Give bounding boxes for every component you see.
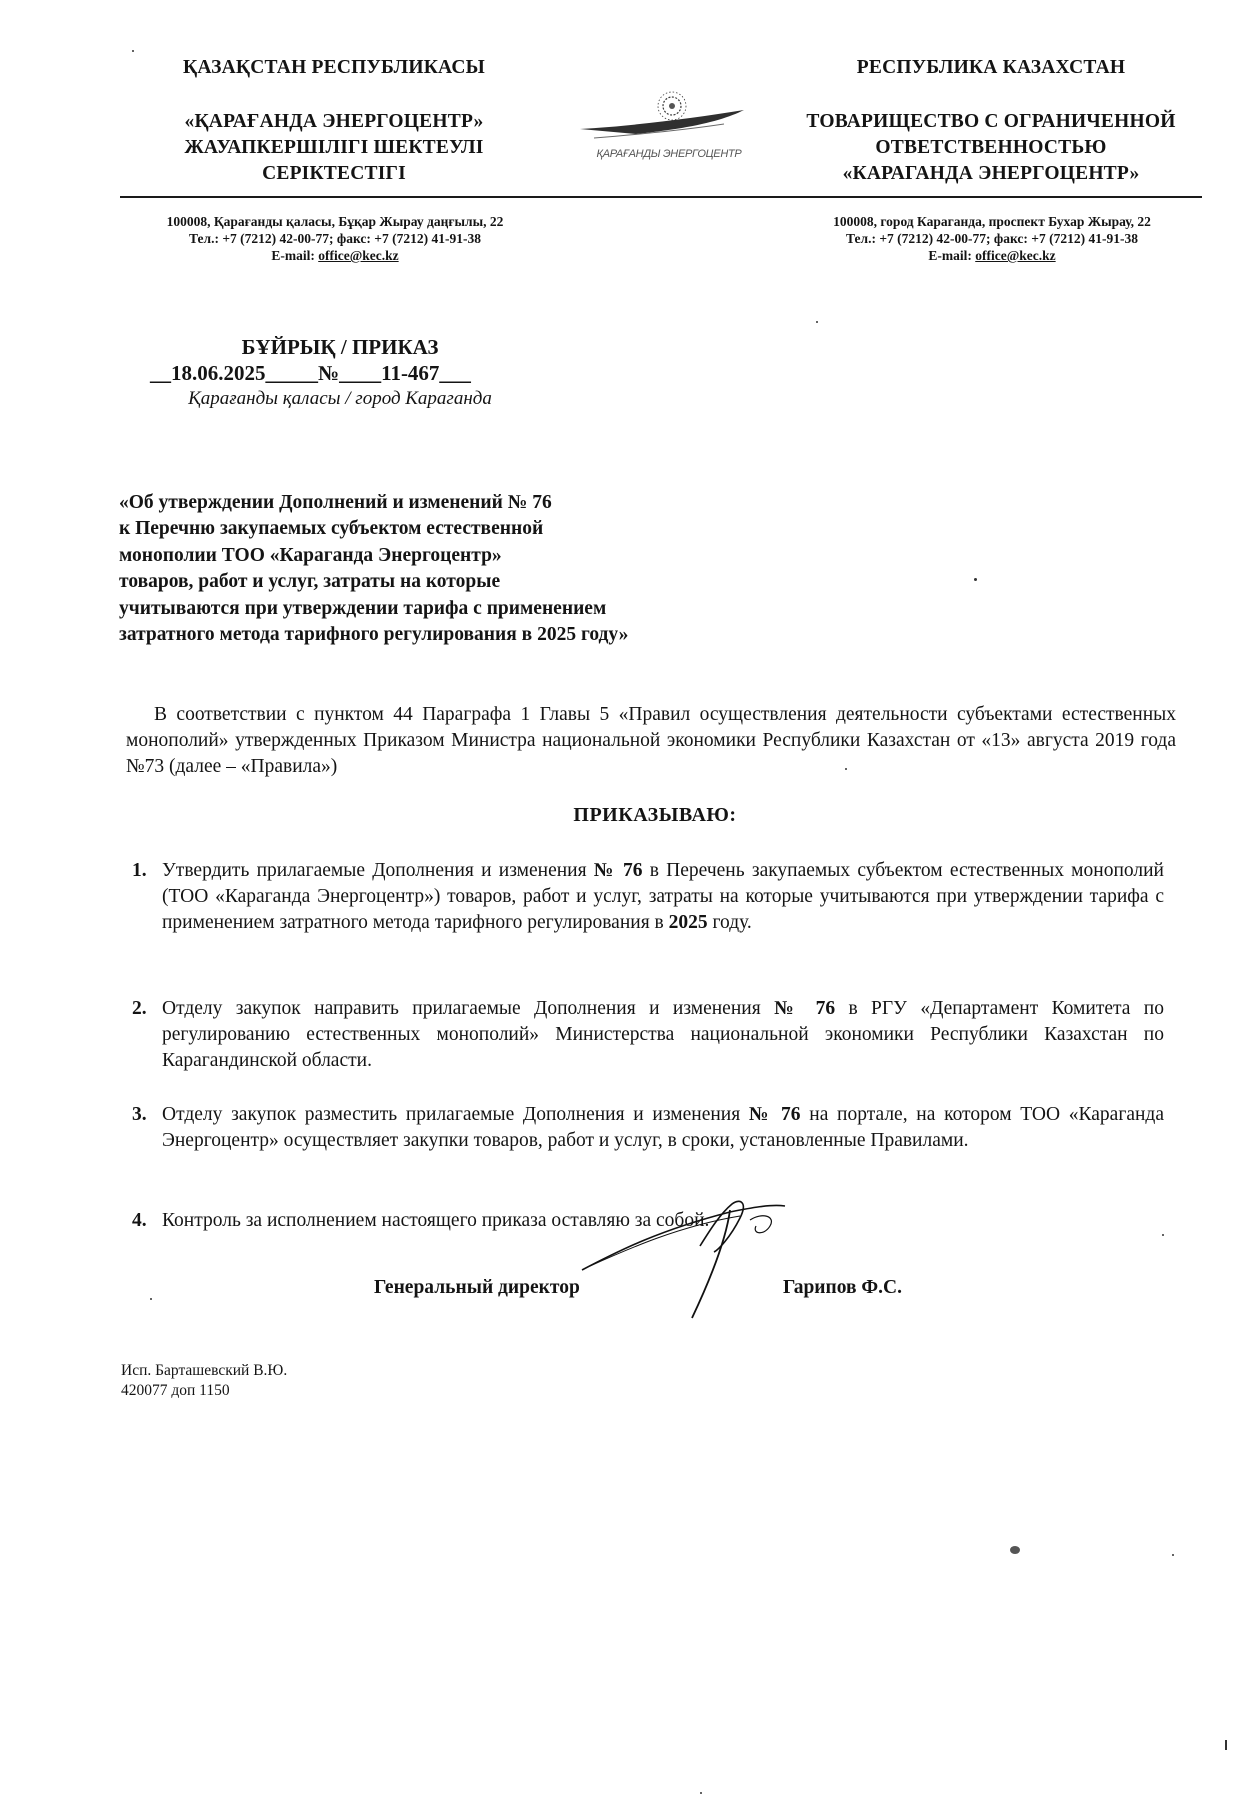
header-right bbox=[776, 55, 1206, 187]
contacts-left-address: 100008, Қарағанды қаласы, Бұқар Жырау даңғылы, 22 bbox=[166, 214, 504, 229]
contacts-left-email-row bbox=[120, 247, 550, 264]
contacts-left-email-label: E-mail: bbox=[271, 248, 319, 263]
order-item-text-part: Отделу закупок направить прилагаемые Дополнения и изменения bbox=[162, 998, 775, 1019]
scan-speck bbox=[150, 1298, 152, 1300]
order-item-text bbox=[162, 858, 1164, 936]
order-subject bbox=[119, 490, 739, 648]
header-left-country: ҚАЗАҚСТАН РЕСПУБЛИКАСЫ bbox=[183, 57, 485, 78]
subject-line: товаров, работ и услуг, затраты на которые bbox=[119, 571, 501, 593]
order-item-number: 1. bbox=[132, 860, 147, 881]
contacts-right-email-row bbox=[772, 247, 1212, 264]
order-item bbox=[132, 858, 1164, 936]
contacts-right-email-label: E-mail: bbox=[928, 248, 976, 263]
subject-line: затратного метода тарифного регулирования в 2025 году» bbox=[119, 624, 629, 646]
order-item bbox=[132, 1102, 1164, 1154]
header-left-org-line: «ҚАРАҒАНДА ЭНЕРГОЦЕНТР» bbox=[184, 111, 484, 132]
scan-speck bbox=[132, 50, 134, 52]
header-right-org-line: ОТВЕТСТВЕННОСТЬЮ bbox=[875, 137, 1107, 158]
decree-heading: ПРИКАЗЫВАЮ: bbox=[573, 804, 737, 826]
header-right-country: РЕСПУБЛИКА КАЗАХСТАН bbox=[856, 57, 1126, 78]
subject-line: «Об утверждении Дополнений и изменений № 76 bbox=[119, 492, 552, 513]
order-item-text-bold: 2025 bbox=[668, 912, 708, 933]
contacts-right bbox=[772, 213, 1212, 264]
subject-line: к Перечню закупаемых субъектом естественной bbox=[119, 518, 544, 540]
order-item-text-part: Отделу закупок разместить прилагаемые Дополнения и изменения bbox=[162, 1104, 749, 1125]
scan-speck bbox=[845, 768, 847, 770]
order-item bbox=[132, 996, 1164, 1074]
subject-line: монополии ТОО «Караганда Энергоцентр» bbox=[119, 544, 502, 566]
signatory-name: Гарипов Ф.С. bbox=[783, 1277, 903, 1298]
header-right-org-line: «КАРАГАНДА ЭНЕРГОЦЕНТР» bbox=[842, 163, 1140, 184]
header-left-org-line: ЖАУАПКЕРШІЛІГІ ШЕКТЕУЛІ bbox=[184, 137, 484, 158]
header-divider bbox=[120, 196, 1202, 198]
contacts-right-email-link[interactable]: office@kec.kz bbox=[975, 248, 1056, 263]
order-item-number: 4. bbox=[132, 1210, 147, 1231]
executor-info bbox=[121, 1361, 287, 1401]
contacts-left-email-link[interactable]: office@kec.kz bbox=[318, 248, 399, 263]
executor-name: Исп. Барташевский В.Ю. bbox=[121, 1362, 288, 1379]
scan-speck bbox=[816, 321, 818, 323]
order-date-number: __18.06.2025_____№____11-467___ bbox=[150, 361, 471, 385]
order-city: Қарағанды қаласы / город Караганда bbox=[188, 388, 492, 409]
header-left-org-line: СЕРІКТЕСТІГІ bbox=[262, 163, 406, 184]
scan-speck bbox=[974, 578, 977, 581]
order-item-text-part: в Перечень закупаемых субъектом естественных монополий (ТОО «Караганда Энергоцентр») товаров, работ и услуг, затраты на которые учитываются при утверждении тарифа с применением затратного метода тарифного регулирования в bbox=[162, 860, 1164, 933]
scan-speck bbox=[1162, 1234, 1164, 1236]
subject-line: учитываются при утверждении тарифа с применением bbox=[119, 597, 607, 619]
order-item-text-bold: № 76 bbox=[593, 860, 643, 881]
order-item-text-bold: № 76 bbox=[748, 1104, 801, 1125]
header-right-org-line: ТОВАРИЩЕСТВО С ОГРАНИЧЕННОЙ bbox=[806, 111, 1176, 132]
executor-phone: 420077 доп 1150 bbox=[121, 1382, 230, 1399]
contacts-right-address: 100008, город Караганда, проспект Бухар Жырау, 22 bbox=[833, 214, 1151, 229]
scan-speck bbox=[1172, 1554, 1174, 1556]
order-item-text-bold: № 76 bbox=[774, 998, 836, 1019]
preamble-paragraph: В соответствии с пунктом 44 Параграфа 1 Главы 5 «Правил осуществления деятельности субъектами естественных монополий» утвержденных Приказом Министра национальной экономики Республики Казахстан от «13» августа 2019 года №73 (далее – «Правила») bbox=[126, 704, 1176, 777]
contacts-left-phone: Тел.: +7 (7212) 42-00-77; факс: +7 (7212) 41-91-38 bbox=[189, 231, 481, 246]
order-title: БҰЙРЫҚ / ПРИКАЗ bbox=[241, 335, 439, 359]
order-item-text bbox=[162, 1102, 1164, 1154]
signatory-title: Генеральный директор bbox=[374, 1277, 580, 1298]
order-item-number: 2. bbox=[132, 998, 147, 1019]
contacts-right-phone: Тел.: +7 (7212) 42-00-77; факс: +7 (7212) 41-91-38 bbox=[846, 231, 1138, 246]
header-left bbox=[120, 55, 548, 187]
order-block bbox=[150, 334, 530, 412]
order-item-text-part: на портале, на котором ТОО «Караганда Энергоцентр» осуществляет закупки товаров, работ и услуг, в сроки, установленные Правилами. bbox=[162, 1104, 1164, 1151]
scan-speck bbox=[1225, 1740, 1227, 1750]
order-item-text-part: Утвердить прилагаемые Дополнения и изменения bbox=[162, 860, 594, 881]
contacts-left bbox=[120, 213, 550, 264]
order-item-number: 3. bbox=[132, 1104, 147, 1125]
header-right-org-name bbox=[776, 109, 1206, 187]
order-item-text-part: году. bbox=[707, 912, 752, 933]
order-item-text-part: в РГУ «Департамент Комитета по регулированию естественных монополий» Министерства национальной экономики Республики Казахстан по Карагандинской области. bbox=[162, 998, 1164, 1071]
order-item-text: Контроль за исполнением настоящего приказа оставляю за собой. bbox=[162, 1210, 710, 1231]
header-left-org-name bbox=[120, 109, 548, 187]
handwritten-signature-icon bbox=[580, 1190, 810, 1330]
logo-caption: ҚАРАҒАНДЫ ЭНЕРГОЦЕНТР bbox=[596, 148, 742, 160]
order-item-text bbox=[162, 996, 1164, 1074]
scan-speck bbox=[1010, 1546, 1020, 1554]
